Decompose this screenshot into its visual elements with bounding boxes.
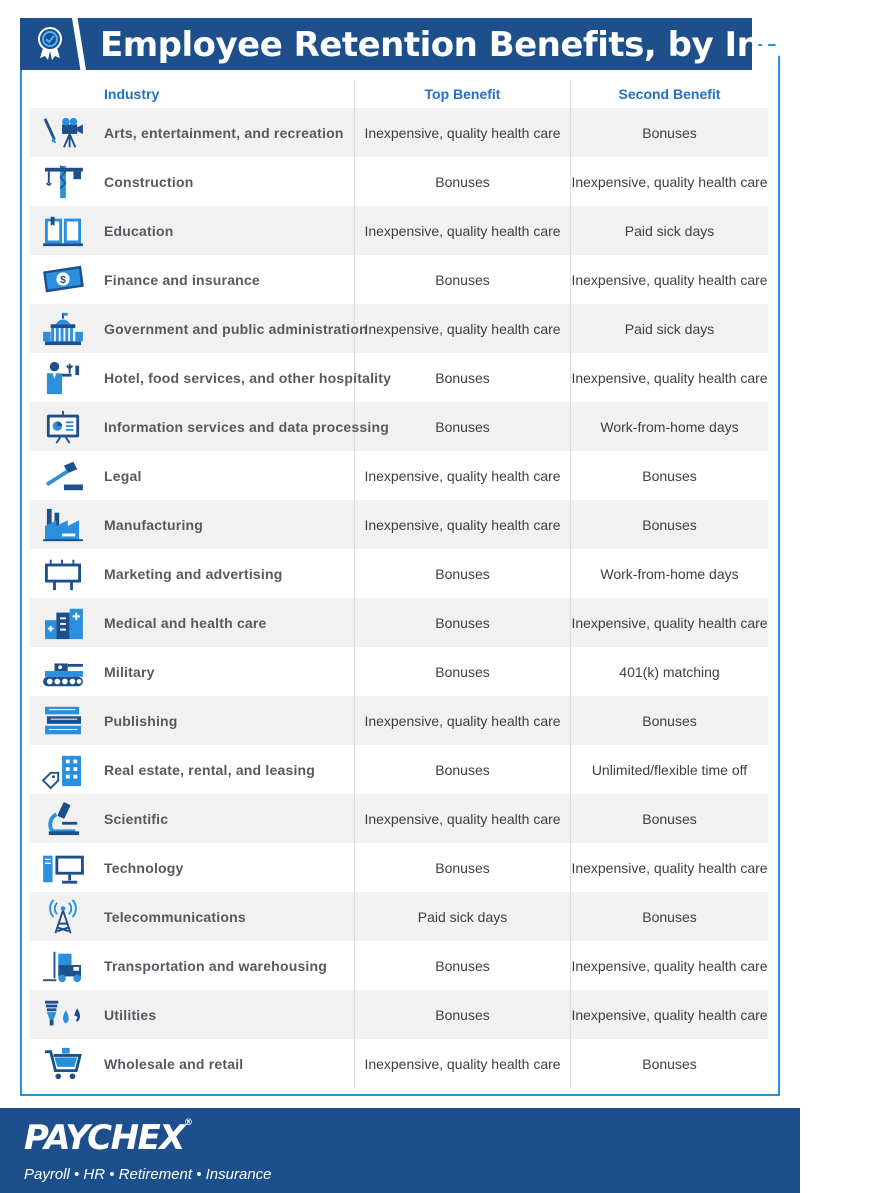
second-benefit-cell: Paid sick days bbox=[570, 304, 768, 353]
second-benefit-cell: Work-from-home days bbox=[570, 549, 768, 598]
table-row bbox=[30, 745, 768, 794]
industry-cell bbox=[30, 1039, 354, 1088]
industry-cell bbox=[30, 304, 368, 353]
government-building-icon bbox=[40, 311, 86, 347]
industry-cell bbox=[30, 598, 354, 647]
top-benefit-cell: Inexpensive, quality health care bbox=[354, 696, 570, 745]
second-benefit-cell: 401(k) matching bbox=[570, 647, 768, 696]
table-row bbox=[30, 353, 768, 402]
table-row bbox=[30, 206, 768, 255]
second-benefit-cell: Unlimited/flexible time off bbox=[570, 745, 768, 794]
table-row bbox=[30, 598, 768, 647]
industry-name: Government and public administration bbox=[104, 320, 368, 337]
tank-icon bbox=[40, 654, 86, 690]
table-row bbox=[30, 108, 768, 157]
industry-cell bbox=[30, 794, 354, 843]
industry-name: Wholesale and retail bbox=[104, 1055, 244, 1072]
top-benefit-cell: Inexpensive, quality health care bbox=[354, 451, 570, 500]
table-row bbox=[30, 696, 768, 745]
table-row bbox=[30, 843, 768, 892]
industry-name: Marketing and advertising bbox=[104, 565, 283, 582]
benefits-table bbox=[30, 80, 768, 1088]
table-row bbox=[30, 794, 768, 843]
industry-name: Military bbox=[104, 663, 155, 680]
industry-cell bbox=[30, 892, 354, 941]
second-benefit-cell: Bonuses bbox=[570, 696, 768, 745]
computer-icon bbox=[40, 850, 86, 886]
top-benefit-cell: Bonuses bbox=[354, 647, 570, 696]
brand-name: PAYCHEX bbox=[24, 1118, 184, 1158]
header-top-benefit: Top Benefit bbox=[354, 80, 570, 108]
second-benefit-cell: Inexpensive, quality health care bbox=[570, 353, 768, 402]
industry-cell bbox=[30, 549, 354, 598]
industry-name: Finance and insurance bbox=[104, 271, 260, 288]
top-benefit-cell: Bonuses bbox=[354, 843, 570, 892]
industry-cell bbox=[30, 941, 354, 990]
forklift-icon bbox=[40, 948, 86, 984]
table-row bbox=[30, 402, 768, 451]
top-benefit-cell: Inexpensive, quality health care bbox=[354, 1039, 570, 1088]
industry-cell bbox=[30, 696, 354, 745]
second-benefit-cell: Inexpensive, quality health care bbox=[570, 843, 768, 892]
top-benefit-cell: Bonuses bbox=[354, 745, 570, 794]
waiter-icon bbox=[40, 360, 86, 396]
top-benefit-cell: Inexpensive, quality health care bbox=[354, 500, 570, 549]
industry-name: Scientific bbox=[104, 810, 169, 827]
top-benefit-cell: Bonuses bbox=[354, 255, 570, 304]
industry-name: Manufacturing bbox=[104, 516, 204, 533]
industry-cell bbox=[30, 990, 354, 1039]
industry-cell bbox=[30, 745, 354, 794]
industry-cell bbox=[30, 451, 354, 500]
industry-name: Telecommunications bbox=[104, 908, 246, 925]
table-row bbox=[30, 255, 768, 304]
industry-name: Publishing bbox=[104, 712, 178, 729]
table-row bbox=[30, 549, 768, 598]
second-benefit-cell: Bonuses bbox=[570, 451, 768, 500]
table-row bbox=[30, 647, 768, 696]
industry-name: Technology bbox=[104, 859, 184, 876]
industry-cell bbox=[30, 157, 354, 206]
second-benefit-cell: Inexpensive, quality health care bbox=[570, 157, 768, 206]
second-benefit-cell: Inexpensive, quality health care bbox=[570, 255, 768, 304]
industry-name: Hotel, food services, and other hospitality bbox=[104, 369, 392, 386]
microscope-icon bbox=[40, 801, 86, 837]
industry-name: Transportation and warehousing bbox=[104, 957, 328, 974]
second-benefit-cell: Inexpensive, quality health care bbox=[570, 598, 768, 647]
top-benefit-cell: Bonuses bbox=[354, 353, 570, 402]
industry-name: Real estate, rental, and leasing bbox=[104, 761, 316, 778]
industry-name: Education bbox=[104, 222, 174, 239]
top-benefit-cell: Inexpensive, quality health care bbox=[354, 206, 570, 255]
bulb-water-icon bbox=[40, 997, 86, 1033]
industry-name: Arts, entertainment, and recreation bbox=[104, 124, 344, 141]
industry-cell bbox=[30, 402, 389, 451]
second-benefit-cell: Bonuses bbox=[570, 500, 768, 549]
industry-cell bbox=[30, 353, 392, 402]
table-header bbox=[30, 80, 768, 108]
gavel-icon bbox=[40, 458, 86, 494]
page-title: Employee Retention Benefits, by Industry bbox=[100, 25, 881, 65]
industry-cell bbox=[30, 843, 354, 892]
second-benefit-cell: Work-from-home days bbox=[570, 402, 768, 451]
hospital-icon bbox=[40, 605, 86, 641]
second-benefit-cell: Bonuses bbox=[570, 108, 768, 157]
industry-name: Utilities bbox=[104, 1006, 157, 1023]
top-benefit-cell: Bonuses bbox=[354, 941, 570, 990]
top-benefit-cell: Inexpensive, quality health care bbox=[354, 304, 570, 353]
industry-name: Medical and health care bbox=[104, 614, 267, 631]
billboard-icon bbox=[40, 556, 86, 592]
top-benefit-cell: Inexpensive, quality health care bbox=[354, 794, 570, 843]
industry-cell bbox=[30, 255, 354, 304]
table-body bbox=[30, 108, 768, 1088]
top-benefit-cell: Bonuses bbox=[354, 549, 570, 598]
award-badge-icon bbox=[30, 24, 70, 64]
top-benefit-cell: Bonuses bbox=[354, 157, 570, 206]
top-benefit-cell: Bonuses bbox=[354, 402, 570, 451]
footer-tagline: Payroll • HR • Retirement • Insurance bbox=[24, 1166, 272, 1183]
footer bbox=[0, 1108, 800, 1193]
dollar-bill-icon bbox=[40, 262, 86, 298]
industry-cell bbox=[30, 108, 354, 157]
building-tag-icon bbox=[40, 752, 86, 788]
top-benefit-cell: Bonuses bbox=[354, 598, 570, 647]
top-benefit-cell: Paid sick days bbox=[354, 892, 570, 941]
second-benefit-cell: Bonuses bbox=[570, 892, 768, 941]
industry-name: Legal bbox=[104, 467, 142, 484]
table-row bbox=[30, 157, 768, 206]
second-benefit-cell: Paid sick days bbox=[570, 206, 768, 255]
second-benefit-cell: Bonuses bbox=[570, 1039, 768, 1088]
industry-name: Information services and data processing bbox=[104, 418, 389, 435]
industry-cell bbox=[30, 500, 354, 549]
radio-tower-icon bbox=[40, 899, 86, 935]
header-second-benefit: Second Benefit bbox=[570, 80, 768, 108]
top-benefit-cell: Inexpensive, quality health care bbox=[354, 108, 570, 157]
book-stack-icon bbox=[40, 703, 86, 739]
second-benefit-cell: Inexpensive, quality health care bbox=[570, 990, 768, 1039]
camera-brush-icon bbox=[40, 115, 86, 151]
table-row bbox=[30, 990, 768, 1039]
industry-cell bbox=[30, 647, 354, 696]
second-benefit-cell: Inexpensive, quality health care bbox=[570, 941, 768, 990]
table-row bbox=[30, 451, 768, 500]
svg-text:$: $ bbox=[60, 274, 66, 286]
table-row bbox=[30, 500, 768, 549]
table-row bbox=[30, 1039, 768, 1088]
industry-name: Construction bbox=[104, 173, 194, 190]
industry-cell bbox=[30, 206, 354, 255]
paychex-logo: PAYCHEX® bbox=[24, 1118, 193, 1158]
table-row bbox=[30, 941, 768, 990]
top-benefit-cell: Bonuses bbox=[354, 990, 570, 1039]
shopping-cart-icon bbox=[40, 1046, 86, 1082]
factory-icon bbox=[40, 507, 86, 543]
crane-icon bbox=[40, 164, 86, 200]
table-row bbox=[30, 304, 768, 353]
presentation-board-icon bbox=[40, 409, 86, 445]
header-industry: Industry bbox=[104, 86, 160, 102]
table-row bbox=[30, 892, 768, 941]
second-benefit-cell: Bonuses bbox=[570, 794, 768, 843]
book-icon bbox=[40, 213, 86, 249]
